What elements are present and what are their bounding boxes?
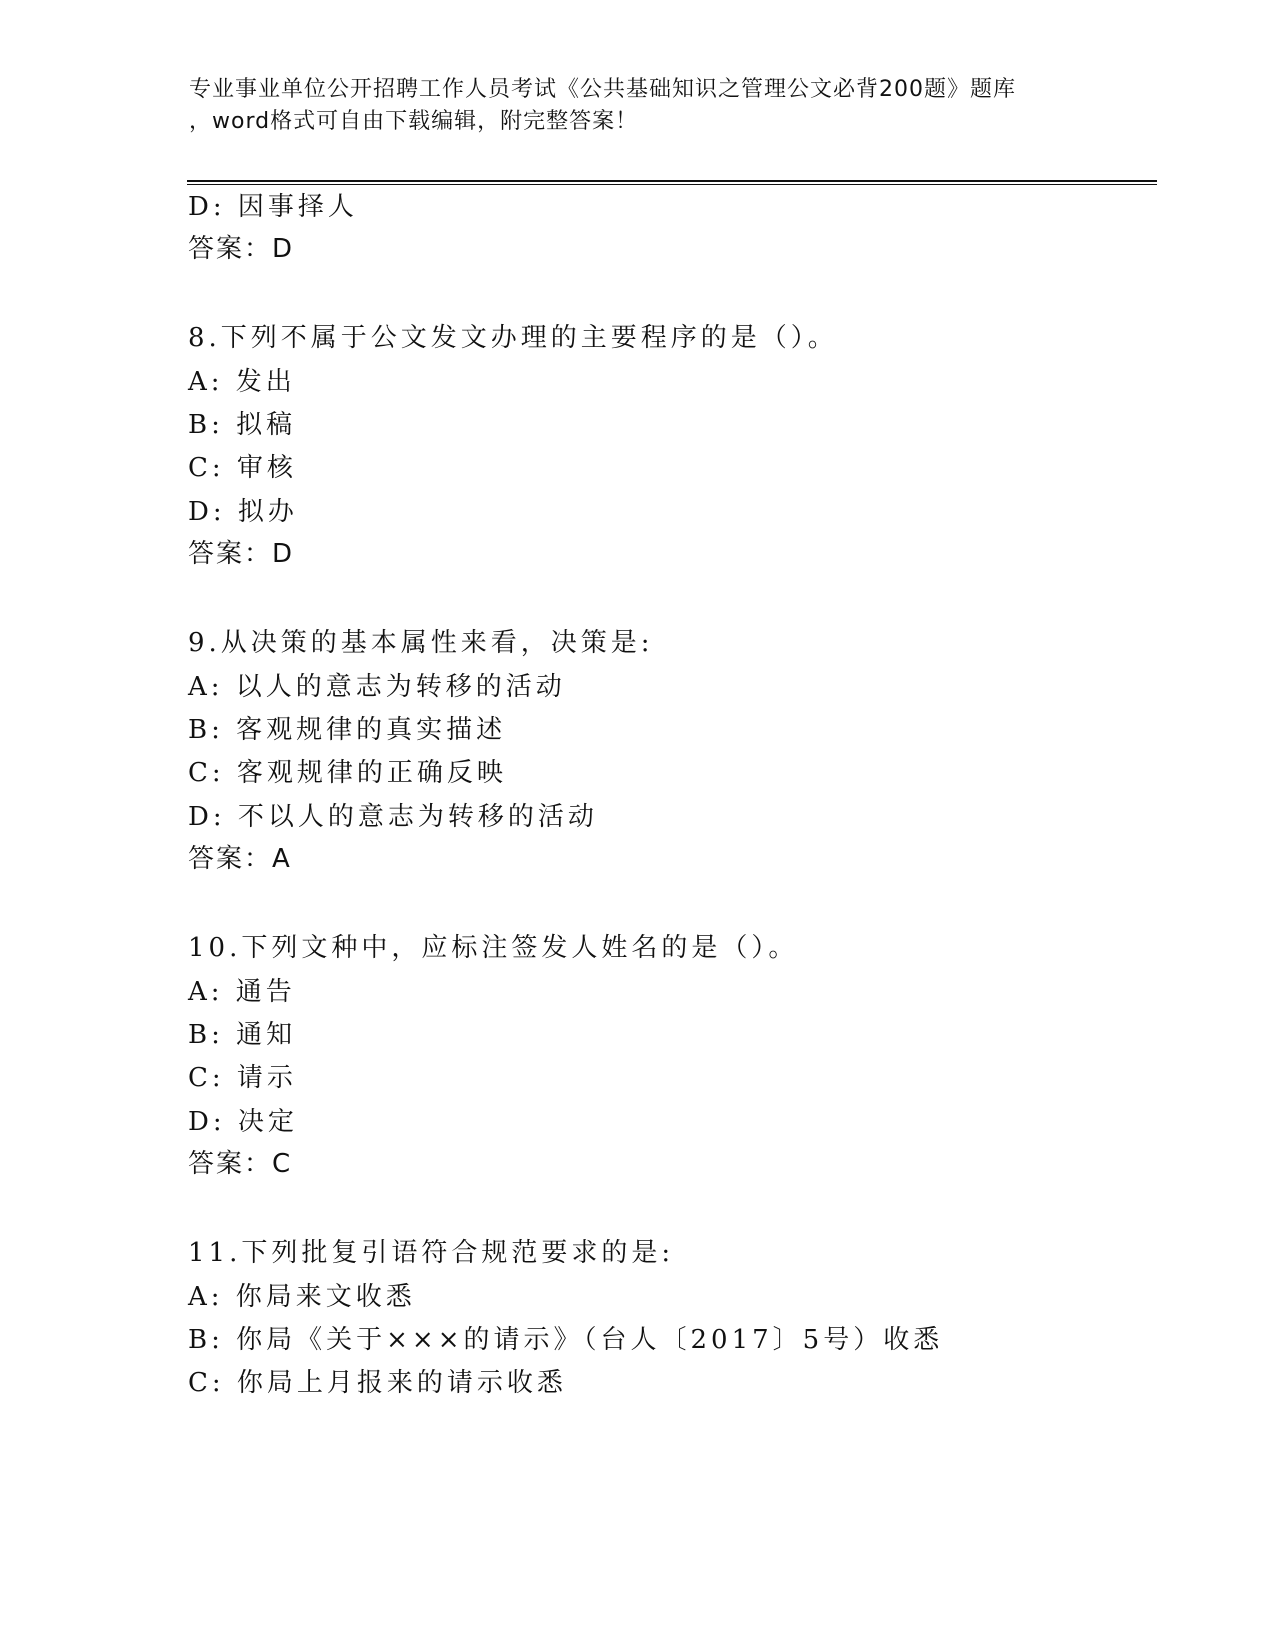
question-10-option-a: A: 通告 [188, 977, 296, 1007]
question-9-option-b: B: 客观规律的真实描述 [188, 715, 507, 745]
question-10-option-b: B: 通知 [188, 1020, 297, 1050]
question-8-option-c: C: 审核 [188, 453, 297, 483]
question-9-option-a: A: 以人的意志为转移的活动 [188, 672, 566, 702]
question-9-answer: 答案：A [188, 844, 292, 874]
question-10-option-c: C: 请示 [188, 1063, 297, 1093]
question-8-option-b: B: 拟稿 [188, 410, 297, 440]
question-9-option-c: C: 客观规律的正确反映 [188, 758, 507, 788]
question-10-answer: 答案：C [188, 1149, 293, 1179]
question-10-stem: 10.下列文种中，应标注签发人姓名的是（）。 [188, 933, 799, 963]
question-8-answer: 答案：D [188, 539, 295, 569]
question-8-stem: 8.下列不属于公文发文办理的主要程序的是（）。 [188, 323, 838, 353]
prev-answer: 答案：D [188, 234, 295, 264]
question-11-option-c: C: 你局上月报来的请示收悉 [188, 1368, 567, 1398]
header-divider-thin [187, 184, 1157, 185]
header-title-line-1: 专业事业单位公开招聘工作人员考试《公共基础知识之管理公文必背200题》题库 [189, 77, 1016, 102]
question-11-option-a: A: 你局来文收悉 [188, 1282, 416, 1312]
document-header [189, 74, 1089, 138]
question-8-option-a: A: 发出 [188, 367, 296, 397]
question-11-option-b: B: 你局《关于×××的请示》（台人〔2017〕5号）收悉 [188, 1325, 944, 1355]
prev-option-d: D: 因事择人 [188, 192, 358, 222]
question-9-option-d: D: 不以人的意志为转移的活动 [188, 802, 598, 832]
header-divider-thick [187, 180, 1157, 182]
question-8-option-d: D: 拟办 [188, 497, 298, 527]
question-11-stem: 11.下列批复引语符合规范要求的是: [188, 1238, 675, 1268]
question-9-stem: 9.从决策的基本属性来看，决策是: [188, 628, 654, 658]
question-10-option-d: D: 决定 [188, 1107, 298, 1137]
header-title-line-2: ，word格式可自由下载编辑，附完整答案！ [189, 109, 639, 134]
